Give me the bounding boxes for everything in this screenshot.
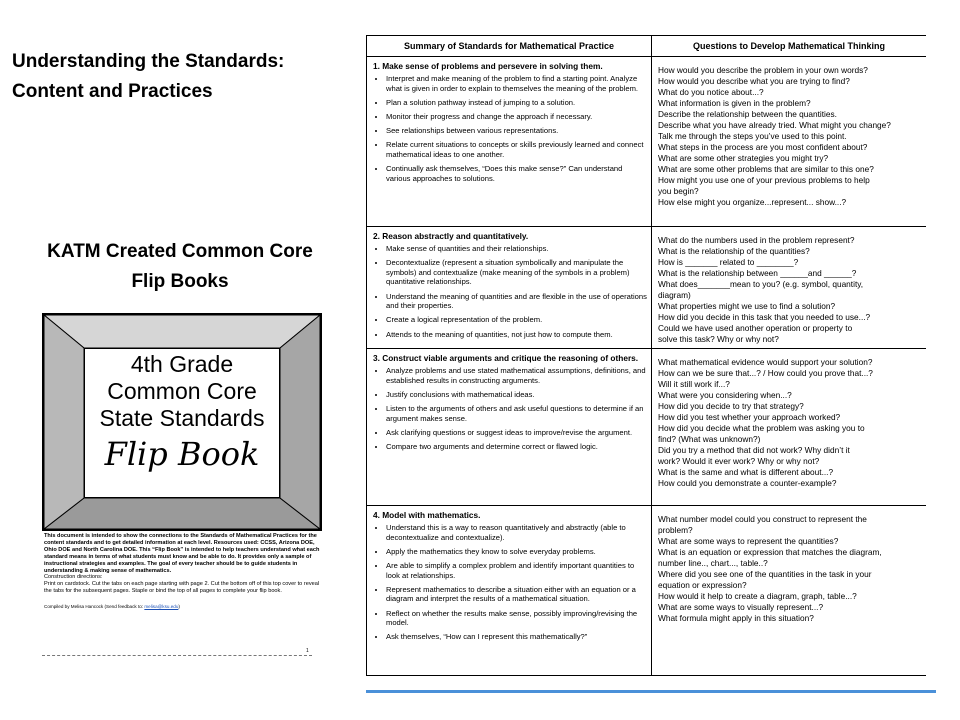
practice-bullet: • Justify conclusions with mathematical ideas. <box>386 390 647 400</box>
slide-title <box>12 47 342 107</box>
practice-title: 2. Reason abstractly and quantitatively. <box>373 231 529 241</box>
feedback-email-link[interactable]: melisa@ksu.edu <box>144 604 179 610</box>
practice-title: 1. Make sense of problems and persevere in solving them. <box>373 61 603 71</box>
practice-bullets <box>373 74 647 183</box>
cover-line: State Standards <box>99 405 265 431</box>
question-line: How did you decide what the problem was asking you to <box>658 423 865 433</box>
question-line: Describe what you have already tried. What might you change? <box>658 120 891 130</box>
practice-bullet: • Decontextualize (represent a situation symbolically and manipulate the symbols) and contextualize (make meaning of the symbols in a problem) quantitative relationships. <box>386 258 647 287</box>
question-line: What are some ways to represent the quantities? <box>658 536 839 546</box>
question-line: problem? <box>658 525 693 535</box>
header-practices: Summary of Standards for Mathematical Practice <box>367 36 652 57</box>
practice-bullets <box>373 366 647 452</box>
practice-bullet: • See relationships between various representations. <box>386 126 647 136</box>
cover-grade: 4th Grade <box>130 351 234 377</box>
question-line: Did you try a method that did not work? Why didn’t it <box>658 445 850 455</box>
construction-heading: Construction directions: <box>44 574 103 581</box>
question-line: Talk me through the steps you’ve used to this point. <box>658 131 847 141</box>
question-line: How would it help to create a diagram, graph, table...? <box>658 591 857 601</box>
question-line: What does_______mean to you? (e.g. symbol, quantity, <box>658 279 864 289</box>
practice-bullet: • Compare two arguments and determine correct or flawed logic. <box>386 442 647 452</box>
question-line: What is the relationship of the quantities? <box>658 246 810 256</box>
question-line: How would you describe the problem in your own words? <box>658 65 868 75</box>
practice-bullet: • Continually ask themselves, “Does this make sense?” Can understand various approaches to solutions. <box>386 164 647 183</box>
question-line: equation or expression? <box>658 580 747 590</box>
question-line: What do the numbers used in the problem represent? <box>658 235 855 245</box>
question-line: What information is given in the problem? <box>658 98 811 108</box>
question-line: What are some other strategies you might try? <box>658 153 829 163</box>
practice-cell <box>367 227 652 349</box>
practice-cell <box>367 349 652 506</box>
question-line: number line.., chart..., table..? <box>658 558 768 568</box>
bottom-rule <box>366 690 936 693</box>
practice-bullet: • Create a logical representation of the problem. <box>386 315 647 325</box>
cover-description <box>44 533 320 611</box>
question-list <box>658 357 922 489</box>
question-line: How can we be sure that...? / How could you prove that...? <box>658 368 873 378</box>
practice-bullets <box>373 523 647 642</box>
practice-bullet: • Relate current situations to concepts or skills previously learned and connect mathematical ideas to one another. <box>386 140 647 159</box>
question-line: How else might you organize...represent... show...? <box>658 197 847 207</box>
question-line: How is _______ related to ________? <box>658 257 799 267</box>
practice-bullet: • Interpret and make meaning of the problem to find a starting point. Analyze what is given in order to explain to themselves the meaning of the problem. <box>386 74 647 93</box>
practice-title: 4. Model with mathematics. <box>373 510 481 520</box>
question-line: What number model could you construct to represent the <box>658 514 867 524</box>
question-line: How might you use one of your previous problems to help <box>658 175 870 185</box>
practice-bullet: • Represent mathematics to describe a situation either with an equation or a diagram and interpret the results of a mathematical situation. <box>386 585 647 604</box>
practice-bullet: • Reflect on whether the results make sense, possibly improving/revising the model. <box>386 609 647 628</box>
table-row <box>367 227 927 349</box>
cover-line: Common Core <box>107 378 257 404</box>
question-line: What is the same and what is different about...? <box>658 467 834 477</box>
question-line: Will it still work if...? <box>658 379 730 389</box>
question-line: Where did you see one of the quantities in the task in your <box>658 569 872 579</box>
question-line: How did you decide to try that strategy? <box>658 401 804 411</box>
practice-bullet: • Listen to the arguments of others and ask useful questions to determine if an argument makes sense. <box>386 404 647 423</box>
question-line: What are some ways to visually represent...? <box>658 602 824 612</box>
practice-bullet: • Analyze problems and use stated mathematical assumptions, definitions, and established results in constructing arguments. <box>386 366 647 385</box>
questions-cell <box>652 506 927 676</box>
cut-line <box>42 655 312 656</box>
slide-subtitle-line: KATM Created Common Core <box>47 241 313 262</box>
question-line: How did you test whether your approach worked? <box>658 412 841 422</box>
slide-subtitle-line: Flip Books <box>131 271 229 292</box>
question-line: What steps in the process are you most confident about? <box>658 142 868 152</box>
table-row <box>367 57 927 227</box>
slide-title-line: Understanding the Standards: <box>12 51 285 72</box>
table-row <box>367 506 927 676</box>
question-line: diagram) <box>658 290 691 300</box>
question-line: work? Would it ever work? Why or why not? <box>658 456 820 466</box>
question-line: you begin? <box>658 186 699 196</box>
question-line: What are some other problems that are similar to this one? <box>658 164 874 174</box>
question-line: How would you describe what you are trying to find? <box>658 76 850 86</box>
question-list <box>658 65 922 208</box>
practice-bullet: • Attends to the meaning of quantities, not just how to compute them. <box>386 330 647 340</box>
cover-credit <box>44 604 320 611</box>
question-line: What mathematical evidence would support your solution? <box>658 357 873 367</box>
practice-bullet: • Ask themselves, “How can I represent this mathematically?” <box>386 632 647 642</box>
question-list <box>658 514 922 624</box>
questions-cell <box>652 57 927 227</box>
question-line: Could we have used another operation or property to <box>658 323 853 333</box>
practice-bullet: • Monitor their progress and change the approach if necessary. <box>386 112 647 122</box>
practice-title: 3. Construct viable arguments and critique the reasoning of others. <box>373 353 639 363</box>
standards-table-image <box>366 35 926 693</box>
practice-bullet: • Make sense of quantities and their relationships. <box>386 244 647 254</box>
cover-flip-book: Flip Book <box>104 435 260 473</box>
cover-intro: This document is intended to show the connections to the Standards of Mathematical Practices for the content standards and to get detailed information at each level. Resources used: CCSS, Arizona DOE, Ohio DOE and North Carolina DOE. This “Flip Book” is intended to help teachers understand what each standard means in terms of what students must know and be able to do. It provides only a sample of instructional strategies and examples. The goal of every teacher should be to guide students in understanding & making sense of mathematics. <box>44 533 320 574</box>
question-line: What properties might we use to find a solution? <box>658 301 836 311</box>
practice-bullet: • Understand this is a way to reason quantitatively and abstractly (able to decontextualize and contextualize). <box>386 523 647 542</box>
practice-cell <box>367 506 652 676</box>
question-line: How could you demonstrate a counter-example? <box>658 478 837 488</box>
practice-bullets <box>373 244 647 339</box>
question-line: Describe the relationship between the quantities. <box>658 109 837 119</box>
header-questions: Questions to Develop Mathematical Thinking <box>652 36 927 57</box>
cover-panel <box>84 348 280 498</box>
practice-bullet: • Are able to simplify a complex problem and identify important quantities to look at relationships. <box>386 561 647 580</box>
practice-bullet: • Plan a solution pathway instead of jumping to a solution. <box>386 98 647 108</box>
question-line: What is the relationship between ______and ______? <box>658 268 857 278</box>
flip-book-cover <box>42 313 322 531</box>
table-header-row <box>367 36 927 57</box>
page-number: 1 <box>306 648 309 654</box>
construction-text: Print on cardstock. Cut the tabs on each page starting with page 2. Cut the bottom off of this top cover to reveal the tabs for the subsequent pages. Staple or bind the top of all pages to complete your flip book. <box>44 581 320 595</box>
question-list <box>658 235 922 345</box>
question-line: solve this task? Why or why not? <box>658 334 779 344</box>
question-line: find? (What was unknown?) <box>658 434 761 444</box>
practice-cell <box>367 57 652 227</box>
questions-cell <box>652 227 927 349</box>
standards-table <box>366 35 926 676</box>
question-line: What is an equation or expression that matches the diagram, <box>658 547 882 557</box>
question-line: What formula might apply in this situation? <box>658 613 814 623</box>
practice-bullet: • Ask clarifying questions or suggest ideas to improve/revise the argument. <box>386 428 647 438</box>
practice-bullet: • Understand the meaning of quantities and are flexible in the use of operations and their properties. <box>386 292 647 311</box>
question-line: How did you decide in this task that you needed to use...? <box>658 312 871 322</box>
slide-title-line: Content and Practices <box>12 81 213 102</box>
practice-bullet: • Apply the mathematics they know to solve everyday problems. <box>386 547 647 557</box>
table-row <box>367 349 927 506</box>
questions-cell <box>652 349 927 506</box>
credit-prefix: Compiled by Melisa Hancock (Send feedback to: <box>44 604 144 610</box>
question-line: What were you considering when...? <box>658 390 792 400</box>
credit-suffix: ) <box>178 604 180 610</box>
question-line: What do you notice about...? <box>658 87 764 97</box>
slide-subtitle <box>20 237 340 297</box>
